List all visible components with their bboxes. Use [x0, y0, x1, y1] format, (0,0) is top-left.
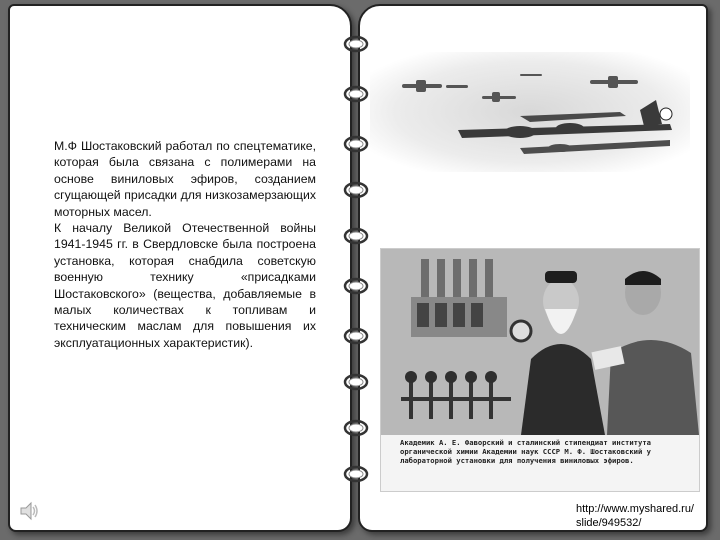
- source-link[interactable]: http://www.myshared.ru/slide/949532/: [576, 503, 694, 529]
- planes-photo: [370, 52, 690, 172]
- binding-ring-icon: [342, 372, 370, 392]
- paragraph-war-production: К началу Великой Отечественной войны 1941-1945 гг. в Свердловске была построена установка, которая снабдила советскую военную технику «присадками Шостаковского» (вещества, добавляемые в малых количествах к топливам и техническим маслам для повышения их эксплуатационных характеристик).: [54, 221, 316, 350]
- speaker-icon[interactable]: [18, 500, 40, 522]
- binding-ring-icon: [342, 226, 370, 246]
- binding-ring-icon: [342, 276, 370, 296]
- binding-ring-icon: [342, 464, 370, 484]
- binding-ring-icon: [342, 326, 370, 346]
- binding-ring-icon: [342, 34, 370, 54]
- body-text: [54, 138, 316, 351]
- photo-caption: Академик А. Е. Фаворский и сталинский стипендиат института органической химии Академии наук СССР М. Ф. Шостаковский у лабораторной установки для получения виниловых эфиров.: [400, 438, 651, 466]
- binding-ring-icon: [342, 84, 370, 104]
- binding-ring-icon: [342, 134, 370, 154]
- paragraph-polymers: М.Ф Шостаковский работал по спецтематике, которая была связана с полимерами на основе виниловых эфиров, созданием сгущающей присадки для низкозамерзающих моторных масел.: [54, 139, 316, 219]
- binding-ring-icon: [342, 418, 370, 438]
- binding-ring-icon: [342, 180, 370, 200]
